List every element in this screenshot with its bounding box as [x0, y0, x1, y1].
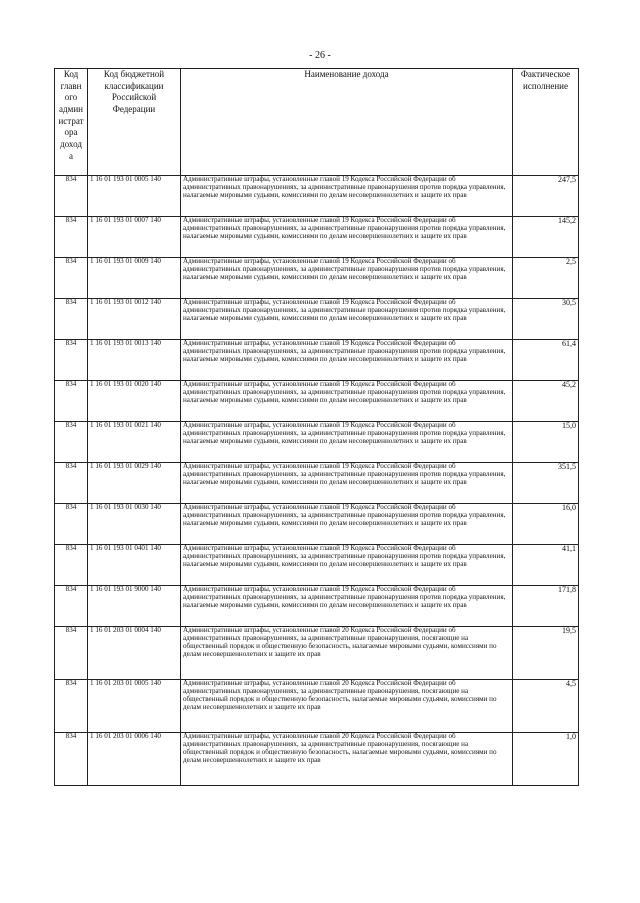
table-row — [55, 381, 579, 422]
table-row — [55, 340, 579, 381]
header-admin-code: Код главн ого админ истрат ора доход а — [55, 69, 88, 176]
actual-value-cell: 61,4 — [513, 340, 579, 381]
actual-value-cell: 15,0 — [513, 422, 579, 463]
actual-value-cell: 45,2 — [513, 381, 579, 422]
header-revenue-name: Наименование дохода — [181, 69, 513, 176]
table-row — [55, 627, 579, 680]
revenue-name-cell: Административные штрафы, установленные главой 19 Кодекса Российской Федерации об административных правонарушениях, за административные правонарушения против порядка управления, налагаемые мировыми судьями, комиссиями по делам несовершеннолетних и защите их прав — [181, 504, 513, 545]
header-budget-code: Код бюджетной классификации Российской Федерации — [88, 69, 181, 176]
table-row — [55, 258, 579, 299]
admin-code-cell: 834 — [55, 733, 88, 786]
revenue-name-cell: Административные штрафы, установленные главой 19 Кодекса Российской Федерации об административных правонарушениях, за административные правонарушения против порядка управления, налагаемые мировыми судьями, комиссиями по делам несовершеннолетних и защите их прав — [181, 340, 513, 381]
budget-code-cell: 1 16 01 193 01 0029 140 — [88, 463, 181, 504]
admin-code-cell: 834 — [55, 627, 88, 680]
actual-value-cell: 2,5 — [513, 258, 579, 299]
admin-code-cell: 834 — [55, 217, 88, 258]
revenue-name-cell: Административные штрафы, установленные главой 19 Кодекса Российской Федерации об административных правонарушениях, за административные правонарушения против порядка управления, налагаемые мировыми судьями, комиссиями по делам несовершеннолетних и защите их прав — [181, 463, 513, 504]
actual-value-cell: 1,0 — [513, 733, 579, 786]
table-row — [55, 176, 579, 217]
actual-value-cell: 351,5 — [513, 463, 579, 504]
page-number: - 26 - — [309, 50, 331, 61]
admin-code-cell: 834 — [55, 381, 88, 422]
budget-code-cell: 1 16 01 193 01 0030 140 — [88, 504, 181, 545]
admin-code-cell: 834 — [55, 463, 88, 504]
table-row — [55, 733, 579, 786]
admin-code-cell: 834 — [55, 299, 88, 340]
revenue-name-cell: Административные штрафы, установленные главой 19 Кодекса Российской Федерации об административных правонарушениях, за административные правонарушения против порядка управления, налагаемые мировыми судьями, комиссиями по делам несовершеннолетних и защите их прав — [181, 299, 513, 340]
budget-code-cell: 1 16 01 193 01 9000 140 — [88, 586, 181, 627]
revenue-name-cell: Административные штрафы, установленные главой 19 Кодекса Российской Федерации об административных правонарушениях, за административные правонарушения против порядка управления, налагаемые мировыми судьями, комиссиями по делам несовершеннолетних и защите их прав — [181, 586, 513, 627]
actual-value-cell: 16,0 — [513, 504, 579, 545]
header-actual-execution: Фактическое исполнение — [513, 69, 579, 176]
admin-code-cell: 834 — [55, 340, 88, 381]
admin-code-cell: 834 — [55, 504, 88, 545]
revenue-name-cell: Административные штрафы, установленные главой 19 Кодекса Российской Федерации об административных правонарушениях, за административные правонарушения против порядка управления, налагаемые мировыми судьями, комиссиями по делам несовершеннолетних и защите их прав — [181, 217, 513, 258]
revenue-name-cell: Административные штрафы, установленные главой 20 Кодекса Российской Федерации об административных правонарушениях, за административные правонарушения, посягающие на общественный порядок и общественную безопасность, налагаемые мировыми судьями, комиссиями по делам несовершеннолетних и защите их прав — [181, 627, 513, 680]
revenue-name-cell: Административные штрафы, установленные главой 19 Кодекса Российской Федерации об административных правонарушениях, за административные правонарушения против порядка управления, налагаемые мировыми судьями, комиссиями по делам несовершеннолетних и защите их прав — [181, 176, 513, 217]
budget-code-cell: 1 16 01 193 01 0009 140 — [88, 258, 181, 299]
table-header-row — [55, 69, 579, 176]
admin-code-cell: 834 — [55, 422, 88, 463]
budget-code-cell: 1 16 01 193 01 0007 140 — [88, 217, 181, 258]
budget-code-cell: 1 16 01 193 01 0005 140 — [88, 176, 181, 217]
budget-code-cell: 1 16 01 193 01 0012 140 — [88, 299, 181, 340]
revenue-name-cell: Административные штрафы, установленные главой 19 Кодекса Российской Федерации об административных правонарушениях, за административные правонарушения против порядка управления, налагаемые мировыми судьями, комиссиями по делам несовершеннолетних и защите их прав — [181, 422, 513, 463]
table-row — [55, 586, 579, 627]
revenue-table — [54, 68, 579, 786]
admin-code-cell: 834 — [55, 258, 88, 299]
admin-code-cell: 834 — [55, 545, 88, 586]
actual-value-cell: 19,5 — [513, 627, 579, 680]
admin-code-cell: 834 — [55, 586, 88, 627]
table-row — [55, 463, 579, 504]
budget-code-cell: 1 16 01 193 01 0020 140 — [88, 381, 181, 422]
revenue-name-cell: Административные штрафы, установленные главой 19 Кодекса Российской Федерации об административных правонарушениях, за административные правонарушения против порядка управления, налагаемые мировыми судьями, комиссиями по делам несовершеннолетних и защите их прав — [181, 381, 513, 422]
budget-code-cell: 1 16 01 203 01 0006 140 — [88, 733, 181, 786]
budget-code-cell: 1 16 01 193 01 0013 140 — [88, 340, 181, 381]
table-row — [55, 299, 579, 340]
actual-value-cell: 171,8 — [513, 586, 579, 627]
revenue-name-cell: Административные штрафы, установленные главой 19 Кодекса Российской Федерации об административных правонарушениях, за административные правонарушения против порядка управления, налагаемые мировыми судьями, комиссиями по делам несовершеннолетних и защите их прав — [181, 545, 513, 586]
admin-code-cell: 834 — [55, 680, 88, 733]
table-row — [55, 217, 579, 258]
revenue-name-cell: Административные штрафы, установленные главой 20 Кодекса Российской Федерации об административных правонарушениях, за административные правонарушения, посягающие на общественный порядок и общественную безопасность, налагаемые мировыми судьями, комиссиями по делам несовершеннолетних и защите их прав — [181, 680, 513, 733]
table-row — [55, 680, 579, 733]
table-row — [55, 422, 579, 463]
table-row — [55, 545, 579, 586]
budget-code-cell: 1 16 01 203 01 0004 140 — [88, 627, 181, 680]
actual-value-cell: 30,5 — [513, 299, 579, 340]
actual-value-cell: 4,5 — [513, 680, 579, 733]
revenue-name-cell: Административные штрафы, установленные главой 20 Кодекса Российской Федерации об административных правонарушениях, за административные правонарушения, посягающие на общественный порядок и общественную безопасность, налагаемые мировыми судьями, комиссиями по делам несовершеннолетних и защите их прав — [181, 733, 513, 786]
admin-code-cell: 834 — [55, 176, 88, 217]
budget-code-cell: 1 16 01 203 01 0005 140 — [88, 680, 181, 733]
table-row — [55, 504, 579, 545]
budget-code-cell: 1 16 01 193 01 0021 140 — [88, 422, 181, 463]
actual-value-cell: 41,1 — [513, 545, 579, 586]
actual-value-cell: 247,5 — [513, 176, 579, 217]
revenue-name-cell: Административные штрафы, установленные главой 19 Кодекса Российской Федерации об административных правонарушениях, за административные правонарушения против порядка управления, налагаемые мировыми судьями, комиссиями по делам несовершеннолетних и защите их прав — [181, 258, 513, 299]
budget-code-cell: 1 16 01 193 01 0401 140 — [88, 545, 181, 586]
actual-value-cell: 145,2 — [513, 217, 579, 258]
